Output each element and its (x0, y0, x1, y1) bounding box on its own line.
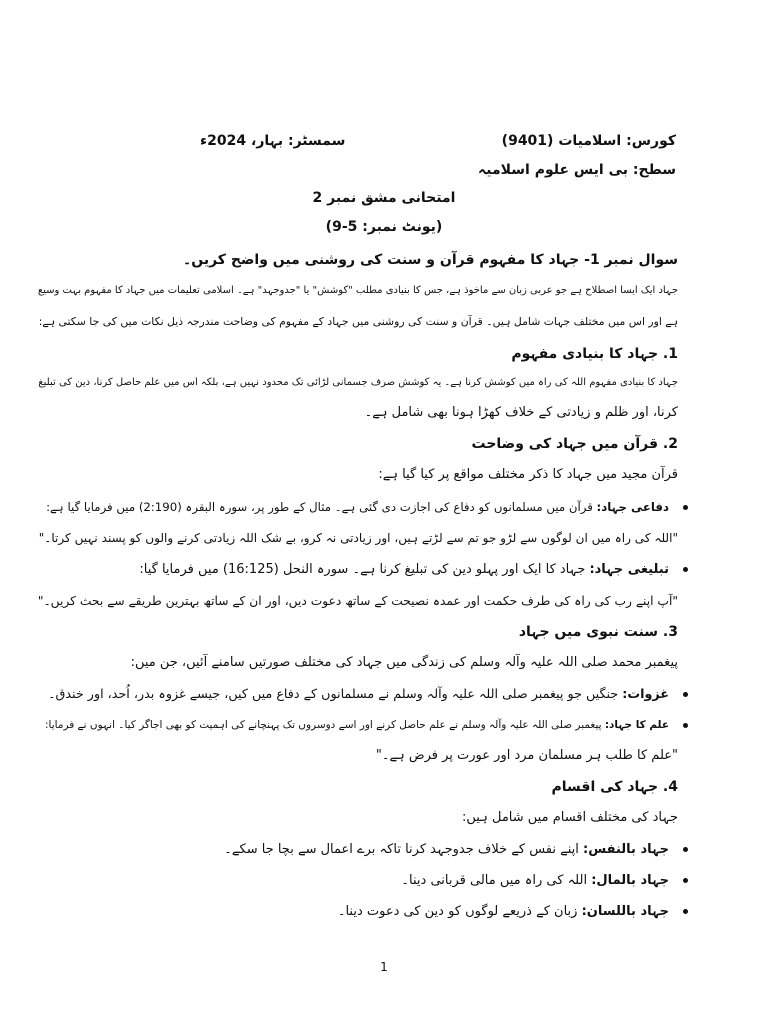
section-1-line-1: جہاد کا بنیادی مفہوم اللہ کی راہ میں کوشش کرنا ہے۔ یہ کوشش صرف جسمانی لڑائی تک محدود نہیں ہے، بلکہ اس میں علم حاصل کرنا، دین کی تبلیغ (38, 377, 678, 388)
course-label: کورس: اسلامیات (9401) (501, 133, 676, 149)
list-item: جہاد باللسان: زبان کے ذریعے لوگوں کو دین کی دعوت دینا۔ (338, 902, 688, 922)
section-1-line-2: کرنا، اور ظلم و زیادتی کے خلاف کھڑا ہونا بھی شامل ہے۔ (364, 405, 678, 420)
bullet-icon (683, 505, 688, 510)
section-4-intro: جہاد کی مختلف اقسام میں شامل ہیں: (462, 810, 678, 825)
question-heading: سوال نمبر 1- جہاد کا مفہوم قرآن و سنت کی روشنی میں واضح کریں۔ (183, 252, 678, 268)
quote: "اللہ کی راہ میں ان لوگوں سے لڑو جو تم سے لڑتے ہیں، اور زیادتی نہ کرو، بے شک اللہ زیادتی کرنے والوں کو پسند نہیں کرتا۔" (38, 531, 678, 545)
bullet-icon (683, 692, 688, 697)
intro-line-1: جہاد ایک ایسا اصطلاح ہے جو عربی زبان سے ماخوذ ہے، جس کا بنیادی مطلب "کوشش" یا "جدوجہد" ہے۔ اسلامی تعلیمات میں جہاد کا مفہوم بہت وسیع (37, 285, 678, 296)
bullet-icon (683, 723, 688, 728)
page-number: 1 (380, 960, 388, 974)
section-2-heading: 2. قرآن میں جہاد کی وضاحت (471, 436, 678, 452)
section-3-heading: 3. سنت نبوی میں جہاد (518, 624, 678, 640)
list-item: جہاد بالمال: اللہ کی راہ میں مالی قربانی دینا۔ (401, 871, 688, 891)
list-item: جہاد بالنفس: اپنے نفس کے خلاف جدوجہد کرنا تاکہ برے اعمال سے بچا جا سکے۔ (224, 840, 688, 860)
bullet-icon (683, 567, 688, 572)
assignment-title: امتحانی مشق نمبر 2 (312, 190, 456, 206)
bullet-icon (683, 909, 688, 914)
section-4-heading: 4. جہاد کی اقسام (551, 779, 678, 795)
list-item: تبلیغی جہاد: جہاد کا ایک اور پہلو دین کی تبلیغ کرنا ہے۔ سورہ النحل (16:125) میں فرمایا گیا: (139, 560, 688, 580)
level-label: سطح: بی ایس علوم اسلامیہ (478, 162, 676, 178)
bullet-icon (683, 847, 688, 852)
section-1-heading: 1. جہاد کا بنیادی مفہوم (511, 346, 678, 362)
quote: "علم کا طلب ہر مسلمان مرد اور عورت پر فرض ہے۔" (375, 748, 678, 763)
section-3-intro: پیغمبر محمد صلی اللہ علیہ وآلہ وسلم کی زندگی میں جہاد کی مختلف صورتیں سامنے آئیں، جن میں: (130, 655, 678, 670)
semester-label: سمسٹر: بہار، 2024ء (200, 133, 346, 149)
intro-line-2: ہے اور اس میں مختلف جہات شامل ہیں۔ قرآن و سنت کی روشنی میں جہاد کے مفہوم کی وضاحت مندرجہ ذیل نکات میں کی جا سکتی ہے: (38, 315, 678, 328)
quote: "آپ اپنے رب کی راہ کی طرف حکمت اور عمدہ نصیحت کے ساتھ دعوت دیں، اور ان کے ساتھ بہترین طریقے سے بحث کریں۔" (37, 594, 678, 608)
bullet-icon (683, 878, 688, 883)
section-2-intro: قرآن مجید میں جہاد کا ذکر مختلف مواقع پر کیا گیا ہے: (378, 467, 678, 482)
list-item: دفاعی جہاد: قرآن میں مسلمانوں کو دفاع کی اجازت دی گئی ہے۔ مثال کے طور پر، سورہ البقرہ (2:190) میں فرمایا گیا ہے: (46, 497, 688, 517)
list-item: علم کا جہاد: پیغمبر صلی اللہ علیہ وآلہ وسلم نے علم حاصل کرنے اور اسے دوسروں تک پہنچانے کی اہمیت کو بھی اجاگر کیا۔ انہوں نے فرمایا: (45, 715, 688, 735)
unit-range: (یونٹ نمبر: 5-9) (325, 219, 443, 235)
list-item: غزوات: جنگیں جو پیغمبر صلی اللہ علیہ وآلہ وسلم نے مسلمانوں کے دفاع میں کیں، جیسے غزوہ بدر، اُحد، اور خندق۔ (48, 684, 688, 704)
